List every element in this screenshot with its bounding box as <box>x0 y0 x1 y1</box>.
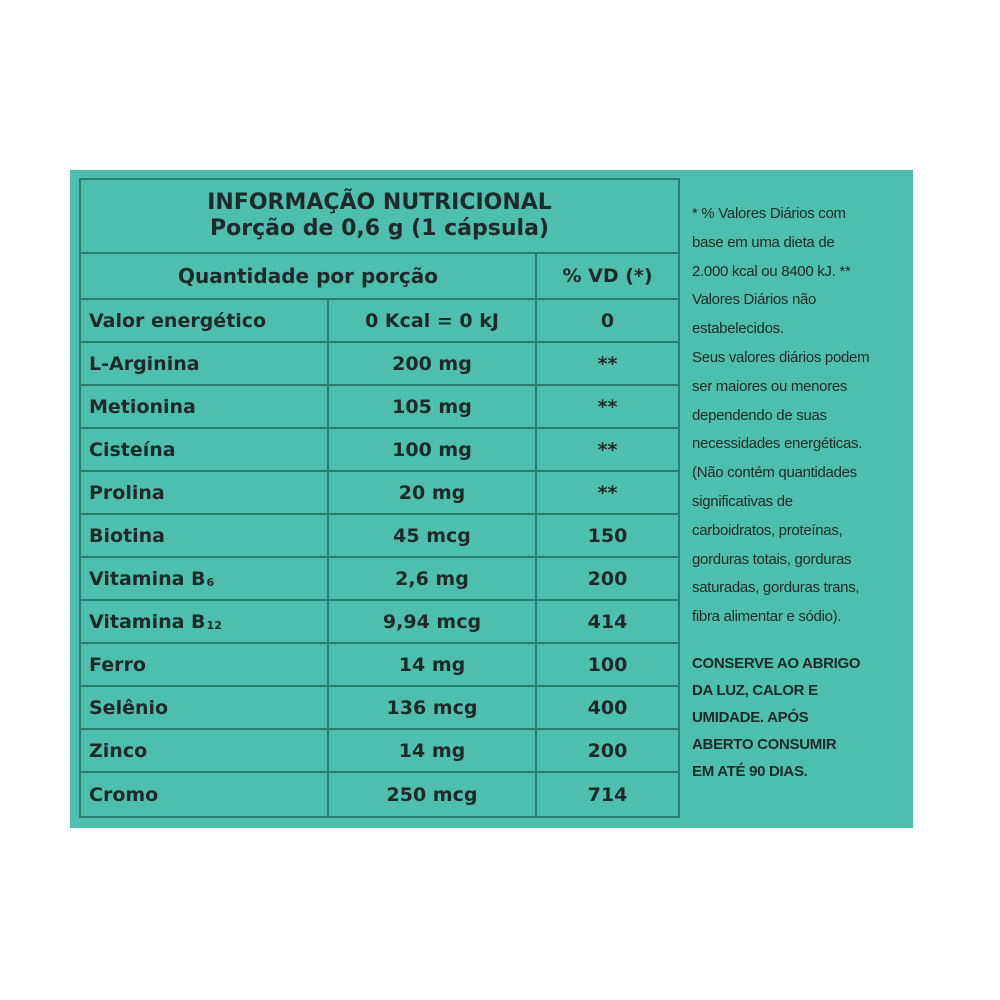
nutrient-name-text: L-Arginina <box>89 352 200 375</box>
nutrient-vd: 150 <box>587 524 628 547</box>
nutrient-name <box>81 472 329 513</box>
nutrient-vd: 100 <box>587 653 628 676</box>
nutrient-quantity: 45 mcg <box>329 515 537 556</box>
nutrient-name <box>81 558 329 599</box>
nutrient-vd: 200 <box>587 739 628 762</box>
nutrient-subscript: 6 <box>206 576 215 589</box>
table-row <box>81 687 678 730</box>
nutrient-name <box>81 386 329 427</box>
footnote-line: ser maiores ou menores <box>692 377 848 395</box>
nutrient-name-text: Zinco <box>89 739 148 762</box>
nutrient-vd: 400 <box>587 696 628 719</box>
footnotes <box>692 200 907 632</box>
header-quantity: Quantidade por porção <box>81 254 537 298</box>
nutrient-quantity: 20 mg <box>329 472 537 513</box>
warning-line: EM ATÉ 90 DIAS. <box>692 763 808 780</box>
footnote-line: carboidratos, proteínas, <box>692 521 843 539</box>
table-row <box>81 300 678 343</box>
nutrient-name <box>81 644 329 685</box>
table-row <box>81 515 678 558</box>
table-title: INFORMAÇÃO NUTRICIONAL <box>207 190 552 215</box>
nutrient-quantity: 105 mg <box>329 386 537 427</box>
nutrient-quantity: 2,6 mg <box>329 558 537 599</box>
footnote-line: Valores Diários não <box>692 291 817 309</box>
nutrient-name <box>81 429 329 470</box>
nutrient-quantity: 250 mcg <box>329 773 537 816</box>
table-row <box>81 386 678 429</box>
nutrient-vd: 200 <box>587 567 628 590</box>
table-row <box>81 343 678 386</box>
footnote-line: significativas de <box>692 492 793 510</box>
header-row <box>81 254 678 300</box>
table-row <box>81 601 678 644</box>
nutrient-quantity: 14 mg <box>329 730 537 771</box>
warning-line: CONSERVE AO ABRIGO <box>692 655 861 672</box>
footnote-line: gorduras totais, gorduras <box>692 550 852 568</box>
nutrient-subscript: 12 <box>206 619 222 632</box>
nutrient-vd: 414 <box>587 610 628 633</box>
nutrient-vd: ** <box>597 395 618 418</box>
nutrient-name-text: Ferro <box>89 653 146 676</box>
table-row <box>81 429 678 472</box>
nutrition-panel <box>70 170 913 828</box>
warning-line: ABERTO CONSUMIR <box>692 736 837 753</box>
serving-size: Porção de 0,6 g (1 cápsula) <box>210 216 549 241</box>
storage-warning <box>692 650 907 785</box>
nutrient-name <box>81 730 329 771</box>
nutrient-name-text: Cisteína <box>89 438 176 461</box>
footnote-line: necessidades energéticas. <box>692 435 863 453</box>
footnote-line: saturadas, gorduras trans, <box>692 579 860 597</box>
nutrient-name-text: Vitamina B <box>89 610 206 633</box>
nutrient-name-text: Valor energético <box>89 309 267 332</box>
nutrient-quantity: 136 mcg <box>329 687 537 728</box>
nutrient-name <box>81 687 329 728</box>
footnote-line: dependendo de suas <box>692 406 827 424</box>
footnote-line: 2.000 kcal ou 8400 kJ. ** <box>692 262 851 280</box>
table-row <box>81 558 678 601</box>
table-row <box>81 730 678 773</box>
nutrient-name <box>81 300 329 341</box>
nutrient-vd: 0 <box>600 309 615 332</box>
nutrient-name <box>81 601 329 642</box>
nutrient-name <box>81 515 329 556</box>
nutrient-name <box>81 343 329 384</box>
nutrient-quantity: 0 Kcal = 0 kJ <box>329 300 537 341</box>
nutrient-name-text: Vitamina B <box>89 567 206 590</box>
footnote-line: base em uma dieta de <box>692 233 835 251</box>
nutrient-name-text: Metionina <box>89 395 196 418</box>
warning-line: UMIDADE. APÓS <box>692 709 809 726</box>
nutrient-vd: ** <box>597 352 618 375</box>
nutrient-name-text: Biotina <box>89 524 165 547</box>
nutrient-name-text: Prolina <box>89 481 165 504</box>
nutrient-vd: 714 <box>587 783 628 806</box>
warning-line: DA LUZ, CALOR E <box>692 682 818 699</box>
footnote-line: fibra alimentar e sódio). <box>692 608 842 626</box>
nutrient-quantity: 9,94 mcg <box>329 601 537 642</box>
nutrient-vd: ** <box>597 481 618 504</box>
nutrition-table <box>79 178 680 818</box>
table-row <box>81 773 678 816</box>
table-row <box>81 472 678 515</box>
nutrient-name-text: Selênio <box>89 696 169 719</box>
table-row <box>81 644 678 687</box>
header-vd: % VD (*) <box>562 265 653 287</box>
nutrient-quantity: 100 mg <box>329 429 537 470</box>
nutrient-quantity: 200 mg <box>329 343 537 384</box>
footnote-line: Seus valores diários podem <box>692 348 870 366</box>
nutrient-vd: ** <box>597 438 618 461</box>
footnote-line: (Não contém quantidades <box>692 464 857 482</box>
nutrient-name-text: Cromo <box>89 783 159 806</box>
table-title-box <box>81 180 678 254</box>
footnote-line: * % Valores Diários com <box>692 205 846 222</box>
nutrient-quantity: 14 mg <box>329 644 537 685</box>
footnote-line: estabelecidos. <box>692 320 784 338</box>
nutrient-name <box>81 773 329 816</box>
